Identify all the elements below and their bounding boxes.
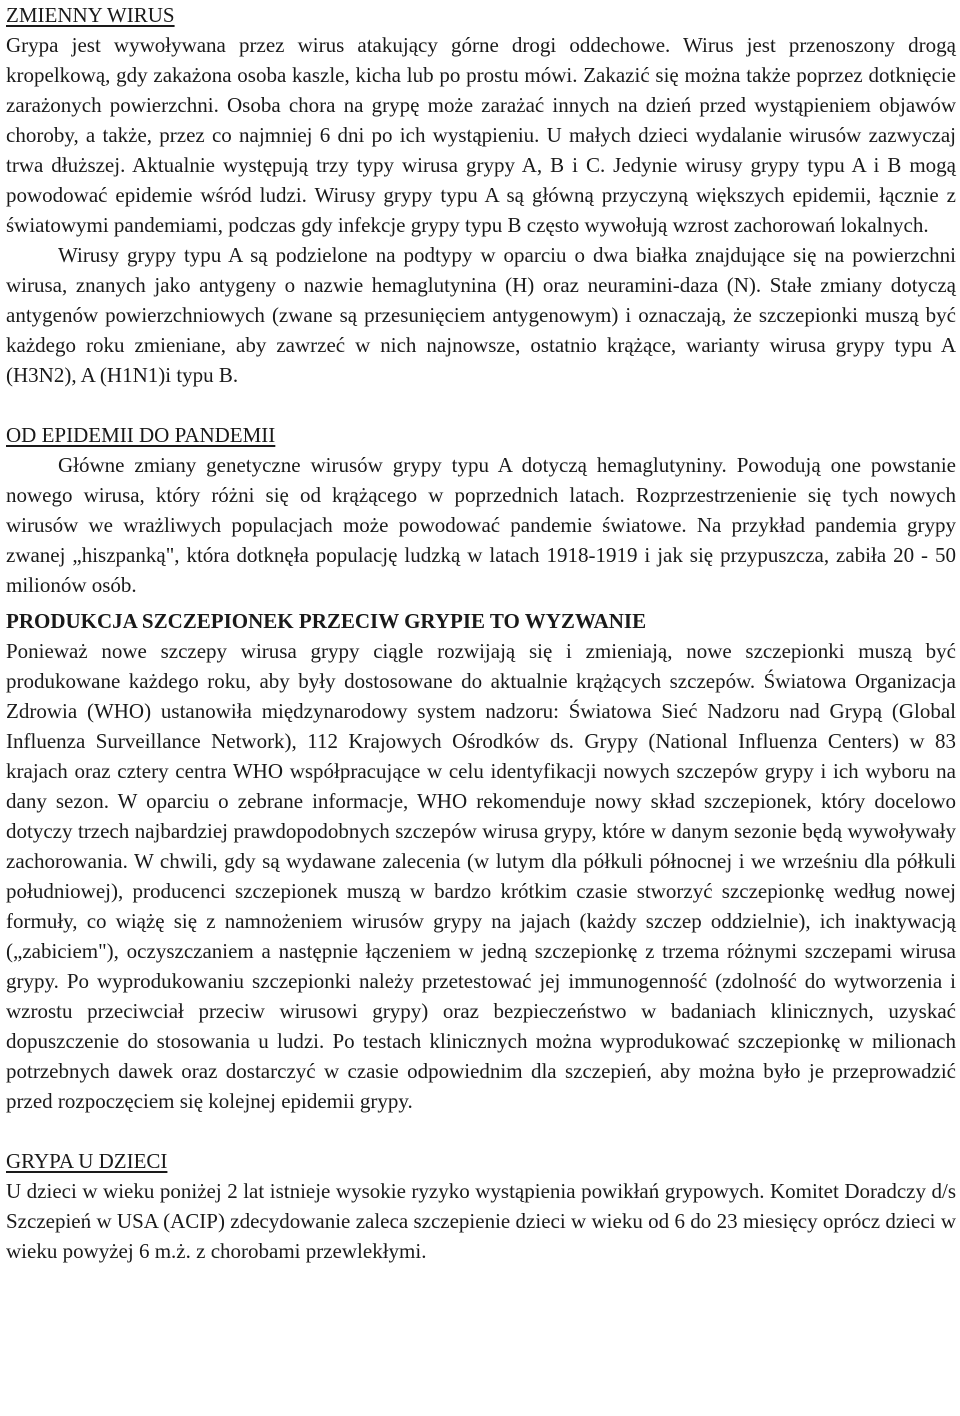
document-page bbox=[6, 0, 956, 1266]
section-produkcja-szczepionek bbox=[6, 606, 956, 1116]
paragraph: U dzieci w wieku poniżej 2 lat istnieje wysokie ryzyko wystąpienia powikłań grypowych. Komitet Doradczy d/s Szczepień w USA (ACIP) zdecydowanie zaleca szczepienie dzieci w wieku od 6 do 23 miesięcy oprócz dzieci w wieku powyżej 6 m.ż. z chorobami przewlekłymi. bbox=[6, 1179, 956, 1263]
spacer bbox=[6, 1116, 956, 1146]
paragraph: Ponieważ nowe szczepy wirusa grypy ciągle rozwijają się i zmieniają, nowe szczepionki muszą być produkowane każdego roku, aby były dostosowane do aktualnie krążących szczepów. Światowa Organizacja Zdrowia (WHO) ustanowiła międzynarodowy system nadzoru: Światowa Sieć Nadzoru nad Grypą (Global Influenza Surveillance Network), 112 Krajowych Ośrodków ds. Grypy (National Influenza Centers) w 83 krajach oraz cztery centra WHO współpracujące w celu identyfikacji nowych szczepów grypy i ich wyboru na dany sezon. W oparciu o zebrane informacje, WHO rekomenduje nowy skład szczepionek, który docelowo dotyczy trzech najbardziej prawdopodobnych szczepów wirusa grypy, które w danym sezonie będą wywoływały zachorowania. W chwili, gdy są wydawane zalecenia (w lutym dla półkuli północnej i we wrześniu dla półkuli południowej), producenci szczepionek muszą w bardzo krótkim czasie stworzyć szczepionkę według nowej formuły, co wiążę się z namnożeniem wirusów grypy na jajach (każdy szczep oddzielnie), ich inaktywacją („zabiciem"), oczyszczaniem a następnie łączeniem w jedną szczepionkę z trzema różnymi szczepami wirusa grypy. Po wyprodukowaniu szczepionki należy przetestować jej immunogenność (zdolność do wytworzenia i wzrostu przeciwciał przeciw wirusowi grypy) oraz bezpieczeństwo w badaniach klinicznych, uzyskać dopuszczenie do stosowania u ludzi. Po testach klinicznych można wyprodukować szczepionkę w milionach potrzebnych dawek oraz dostarczyć w czasie odpowiednim dla szczepień, aby można było je przeprowadzić przed rozpoczęciem się kolejnej epidemii grypy. bbox=[6, 639, 956, 1113]
paragraph: Grypa jest wywoływana przez wirus atakujący górne drogi oddechowe. Wirus jest przenoszony drogą kropelkową, gdy zakażona osoba kaszle, kicha lub po prostu mówi. Zakazić się można także poprzez dotknięcie zarażonych powierzchni. Osoba chora na grypę może zarażać innych na dzień przed wystąpieniem objawów choroby, a także, przez co najmniej 6 dni po ich wystąpieniu. U małych dzieci wydalanie wirusów zazwyczaj trwa dłuższej. Aktualnie występują trzy typy wirusa grypy A, B i C. Jedynie wirusy grypy typu A i B mogą powodować epidemie wśród ludzi. Wirusy grypy typu A są główną przyczyną większych epidemii, łącznie z światowymi pandemiami, podczas gdy infekcje grypy typu B często wywołują wzrost zachorowań lokalnych. bbox=[6, 33, 956, 237]
section-heading: ZMIENNY WIRUS bbox=[6, 3, 175, 27]
paragraph: Główne zmiany genetyczne wirusów grypy typu A dotyczą hemaglutyniny. Powodują one powstanie nowego wirusa, który różni się od krążącego w poprzednich latach. Rozprzestrzenienie się tych nowych wirusów we wrażliwych populacjach może powodować pandemie światowe. Na przykład pandemia grypy zwanej „hiszpanką", która dotknęła populację ludzką w latach 1918-1919 i jak się przypuszcza, zabiła 20 - 50 milionów osób. bbox=[6, 453, 956, 597]
section-od-epidemii-do-pandemii bbox=[6, 420, 956, 600]
section-heading: GRYPA U DZIECI bbox=[6, 1149, 168, 1173]
section-grypa-u-dzieci bbox=[6, 1146, 956, 1266]
spacer bbox=[6, 390, 956, 420]
section-heading: OD EPIDEMII DO PANDEMII bbox=[6, 423, 276, 447]
section-zmienny-wirus bbox=[6, 0, 956, 390]
section-heading: PRODUKCJA SZCZEPIONEK PRZECIW GRYPIE TO WYZWANIE bbox=[6, 609, 647, 633]
paragraph: Wirusy grypy typu A są podzielone na podtypy w oparciu o dwa białka znajdujące się na powierzchni wirusa, znanych jako antygeny o nazwie hemaglutynina (H) oraz neuramini-daza (N). Stałe zmiany dotyczą antygenów powierzchniowych (zwane są przesunięciem antygenowym) i oznaczają, że szczepionki muszą być każdego roku zmieniane, aby zawrzeć w nich najnowsze, ostatnio krążące, warianty wirusa grypy typu A (H3N2), A (H1N1)i typu B. bbox=[6, 243, 956, 387]
